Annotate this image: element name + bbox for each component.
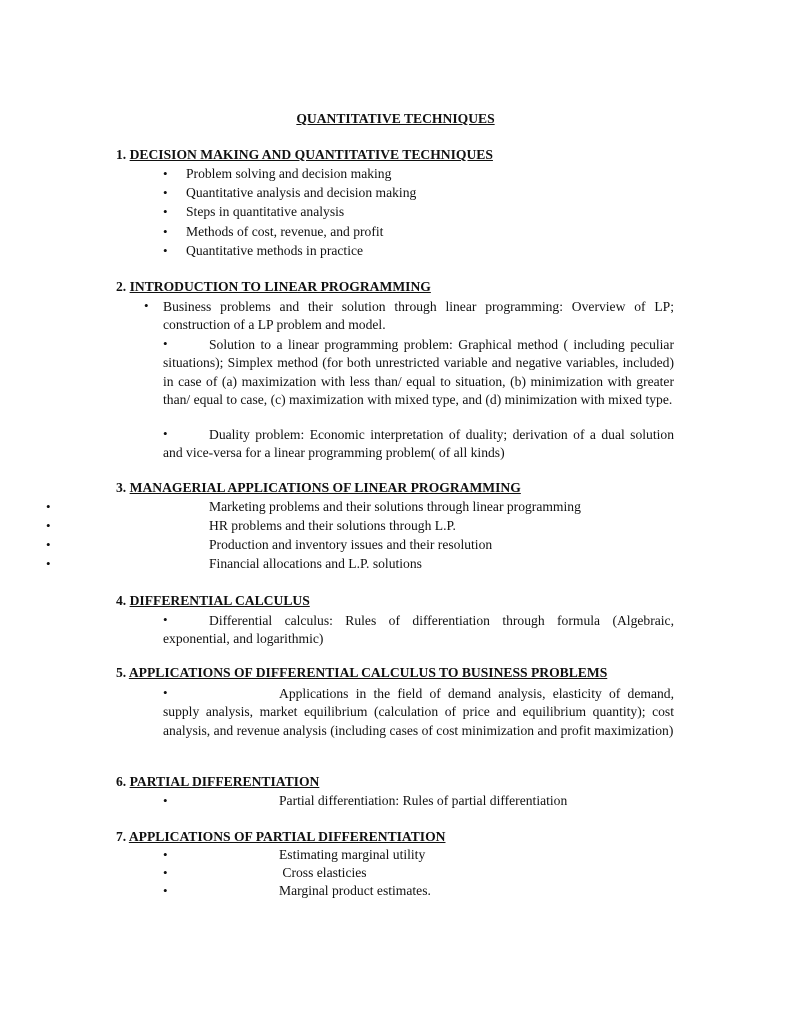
- section-3-heading: 3. MANAGERIAL APPLICATIONS OF LINEAR PROGRAMMING: [116, 480, 521, 495]
- bullet-icon: •: [163, 685, 168, 700]
- section-1-heading: 1. DECISION MAKING AND QUANTITATIVE TECHNIQUES: [116, 147, 493, 162]
- bullet-icon: •: [46, 518, 51, 533]
- section-2-item: Solution to a linear programming problem: Graphical method ( including peculiar situations); Simplex method (for both unrestricted variable and negative variables, included) in case of (a) maximization with less than/ equal to situation, (b) minimization with greater than/ equal to case, (c) maximization with mixed type, and (d) minimization with mixed type.: [163, 337, 674, 407]
- section-3-item: Production and inventory issues and their resolution: [209, 537, 493, 552]
- bullet-icon: •: [163, 612, 168, 627]
- bullet-icon: •: [46, 499, 51, 514]
- section-7-item: Estimating marginal utility: [279, 847, 426, 862]
- section-3-item: Marketing problems and their solutions through linear programming: [209, 499, 581, 514]
- bullet-icon: •: [163, 336, 168, 351]
- section-7-item: Marginal product estimates.: [279, 883, 431, 898]
- section-7-heading: 7. APPLICATIONS OF PARTIAL DIFFERENTIATION: [116, 829, 446, 844]
- section-4-item: Differential calculus: Rules of differentiation through formula (Algebraic, exponential, and logarithmic): [163, 613, 674, 647]
- section-5-item: Applications in the field of demand analysis, elasticity of demand, supply analysis, market equilibrium (calculation of price and equilibrium quantity); cost analysis, and revenue analysis (including cases of cost minimization and profit maximization): [163, 686, 674, 738]
- bullet-icon: •: [163, 793, 168, 808]
- bullet-icon: •: [144, 298, 149, 313]
- section-1-item: Problem solving and decision making: [186, 166, 392, 181]
- section-1-item: Methods of cost, revenue, and profit: [186, 224, 384, 239]
- bullet-icon: •: [46, 537, 51, 552]
- bullet-icon: •: [163, 865, 168, 880]
- bullet-icon: •: [163, 166, 168, 181]
- section-3-item: Financial allocations and L.P. solutions: [209, 556, 422, 571]
- bullet-icon: •: [46, 556, 51, 571]
- section-2-item: Duality problem: Economic interpretation of duality; derivation of a dual solution and vice-versa for a linear programming problem( of all kinds): [163, 427, 674, 461]
- section-2-heading: 2. INTRODUCTION TO LINEAR PROGRAMMING: [116, 279, 431, 294]
- section-1-item: Quantitative methods in practice: [186, 243, 364, 258]
- section-1-item: Quantitative analysis and decision making: [186, 185, 417, 200]
- bullet-icon: •: [163, 426, 168, 441]
- bullet-icon: •: [163, 883, 168, 898]
- section-3-item: HR problems and their solutions through L.P.: [209, 518, 456, 533]
- section-6-heading: 6. PARTIAL DIFFERENTIATION: [116, 774, 320, 789]
- bullet-icon: •: [163, 185, 168, 200]
- bullet-icon: •: [163, 204, 168, 219]
- document-title: QUANTITATIVE TECHNIQUES: [296, 111, 495, 126]
- section-4-heading: 4. DIFFERENTIAL CALCULUS: [116, 593, 310, 608]
- bullet-icon: •: [163, 224, 168, 239]
- section-7-item: Cross elasticies: [279, 865, 367, 880]
- section-1-item: Steps in quantitative analysis: [186, 204, 345, 219]
- section-6-item: Partial differentiation: Rules of partial differentiation: [279, 793, 568, 808]
- bullet-icon: •: [163, 243, 168, 258]
- bullet-icon: •: [163, 847, 168, 862]
- section-5-heading: 5. APPLICATIONS OF DIFFERENTIAL CALCULUS TO BUSINESS PROBLEMS: [116, 665, 608, 680]
- section-2-item: Business problems and their solution through linear programming: Overview of LP; construction of a LP problem and model.: [163, 299, 674, 333]
